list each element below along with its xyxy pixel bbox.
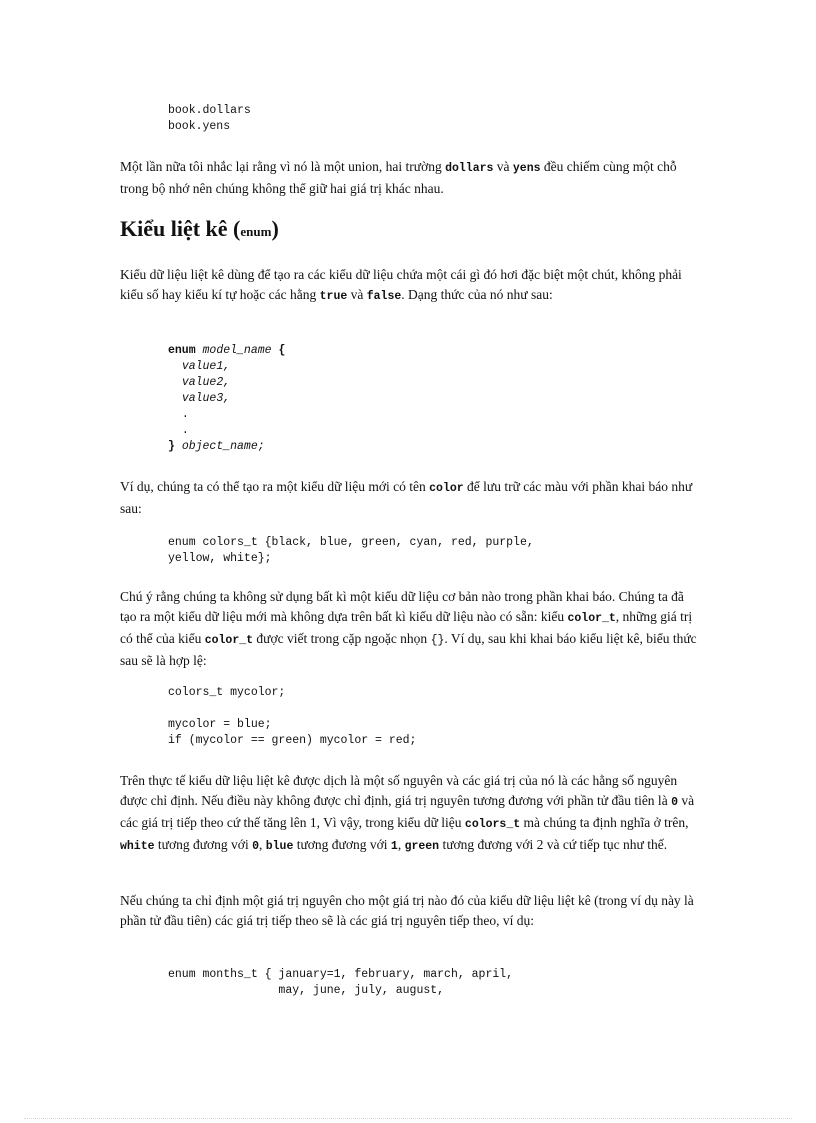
code-line: mycolor = blue; xyxy=(168,718,272,731)
text: Ví dụ, chúng ta có thể tạo ra một kiểu dữ liệu mới có tên xyxy=(120,479,430,494)
text: , xyxy=(258,837,266,852)
text: tương đương với 2 và cứ tiếp tục như thế. xyxy=(439,837,668,852)
inline-code: yens xyxy=(512,162,541,175)
code-line: yellow, white}; xyxy=(168,552,272,565)
heading-text: ) xyxy=(271,216,279,241)
text: Trên thực tế kiểu dữ liệu liệt kê được dịch là một số nguyên và các giá trị của nó là các hằng số nguyên được chỉ định. Nếu điều này không được chỉ định, giá trị nguyên tương đương với phần tử đầu tiên là xyxy=(120,773,678,808)
code-line: colors_t mycolor; xyxy=(168,686,286,699)
code-line: may, june, july, august, xyxy=(168,984,445,997)
text: mà chúng ta định nghĩa ở trên, xyxy=(520,815,689,830)
code-identifier: object_name; xyxy=(181,440,265,453)
code-line: book.dollars xyxy=(168,104,251,117)
paragraph-integer-values xyxy=(120,771,700,857)
paragraph-enum-intro xyxy=(120,265,700,307)
text: Chú ý rằng chúng ta không sử dụng bất kì một kiểu dữ liệu cơ bản nào trong phần khai báo. Chúng ta đã tạo ra một kiểu dữ liệu mới mà không dựa trên bất kì kiểu dữ liệu nào có sẵn: kiểu xyxy=(120,589,684,624)
code-block-months xyxy=(168,967,513,999)
code-block-colors xyxy=(168,535,534,567)
text: , những giá trị có thể của kiểu xyxy=(120,609,693,646)
code-line: value3, xyxy=(181,392,231,405)
text: để lưu trữ các màu với phần khai báo như sau: xyxy=(120,479,693,516)
text: tương đương với xyxy=(154,837,253,852)
heading-small-text: enum xyxy=(240,224,272,239)
text: Kiểu dữ liệu liệt kê dùng để tạo ra các kiểu dữ liệu chứa một cái gì đó hơi đặc biệt một chút, không phải kiểu số hay kiểu kí tự hoặc các hằng xyxy=(120,267,682,302)
code-line: enum colors_t {black, blue, green, cyan, red, purple, xyxy=(168,536,534,549)
code-brace: } xyxy=(168,440,175,453)
inline-code: white xyxy=(120,840,155,853)
code-keyword: enum xyxy=(168,344,196,357)
inline-code: {} xyxy=(430,634,445,647)
code-line: enum months_t { january=1, february, march, april, xyxy=(168,968,514,981)
text: Một lần nữa tôi nhắc lại rằng vì nó là một union, hai trường xyxy=(120,159,446,174)
inline-code: false xyxy=(366,290,402,303)
text: được viết trong cặp ngoặc nhọn xyxy=(253,631,431,646)
inline-code: 1 xyxy=(390,840,398,853)
text: . Ví dụ, sau khi khai báo kiểu liệt kê, biểu thức sau sẽ là hợp lệ: xyxy=(120,631,697,668)
code-line: value2, xyxy=(181,376,231,389)
code-line: if (mycolor == green) mycolor = red; xyxy=(168,734,417,747)
code-line: . xyxy=(181,424,189,437)
paragraph-explicit-values: Nếu chúng ta chỉ định một giá trị nguyên cho một giá trị nào đó của kiểu dữ liệu liệt kê (trong ví dụ này là phần tử đầu tiên) các giá trị tiếp theo sẽ là các giá trị nguyên tiếp theo, ví dụ: xyxy=(120,893,694,928)
inline-code: dollars xyxy=(445,162,494,175)
text: và xyxy=(493,159,513,174)
text: và các giá trị tiếp theo cứ thế tăng lên 1, Vì vậy, trong kiểu dữ liệu xyxy=(120,793,695,830)
inline-code: color_t xyxy=(204,634,254,647)
code-block-book-fields xyxy=(168,103,251,135)
code-line: book.yens xyxy=(168,120,231,133)
inline-code: blue xyxy=(265,840,294,853)
section-heading-enum xyxy=(120,214,279,247)
code-brace: { xyxy=(278,344,286,357)
inline-code: 0 xyxy=(252,840,259,853)
code-block-enum-syntax xyxy=(168,343,285,455)
text: . Dạng thức của nó như sau: xyxy=(401,287,553,302)
text: , xyxy=(397,837,405,852)
paragraph-no-base-type xyxy=(120,587,700,671)
text: đều chiếm cùng một chỗ trong bộ nhớ nên chúng không thể giữ hai giá trị khác nhau. xyxy=(120,159,677,196)
code-block-usage xyxy=(168,685,416,749)
code-line: value1, xyxy=(181,360,231,373)
code-line: . xyxy=(181,408,189,421)
inline-code: color xyxy=(429,482,464,495)
paragraph-union-note xyxy=(120,157,700,199)
inline-code: color_t xyxy=(567,612,616,625)
paragraph-color-example xyxy=(120,477,700,519)
page-bottom-border xyxy=(24,1118,792,1119)
code-identifier: model_name xyxy=(202,344,272,357)
inline-code: colors_t xyxy=(464,818,521,831)
text: và xyxy=(347,287,367,302)
heading-text: Kiểu liệt kê ( xyxy=(120,216,241,241)
inline-code: 0 xyxy=(671,796,678,809)
inline-code: true xyxy=(319,290,348,303)
inline-code: green xyxy=(404,840,440,853)
text: tương đương với xyxy=(293,837,391,852)
